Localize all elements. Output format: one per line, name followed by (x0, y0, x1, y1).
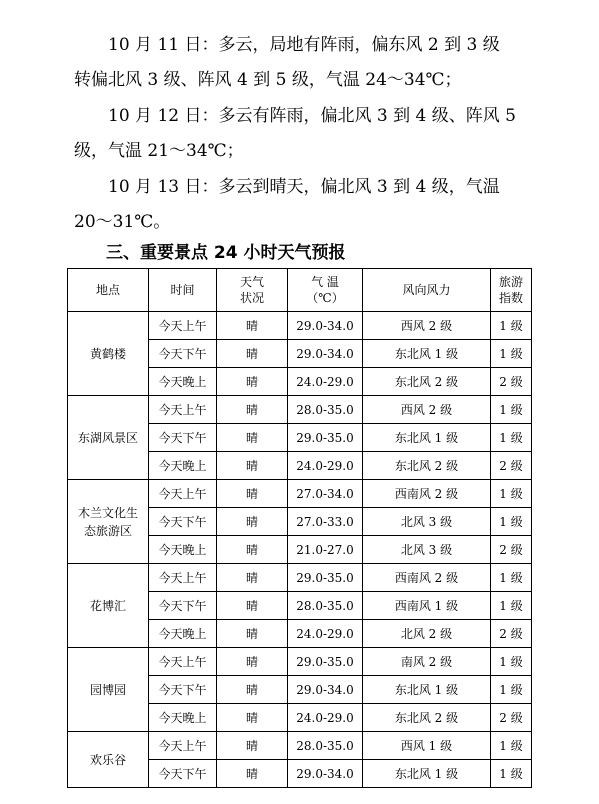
place-cell (68, 564, 149, 648)
weather-cell: 晴 (217, 508, 288, 536)
travel-index-cell: 2 级 (491, 620, 532, 648)
place-name: 黄鹤楼 (89, 346, 126, 361)
place-name: 东湖风景区 (77, 430, 138, 445)
travel-index-cell: 1 级 (491, 396, 532, 424)
time-cell: 今天晚上 (149, 704, 217, 732)
temperature-cell: 24.0-29.0 (288, 452, 363, 480)
travel-index-cell: 2 级 (491, 536, 532, 564)
wind-cell: 东北风 1 级 (363, 676, 491, 704)
header-wind: 风向风力 (363, 269, 491, 312)
weather-cell: 晴 (217, 312, 288, 340)
wind-cell: 西南风 2 级 (363, 480, 491, 508)
time-cell: 今天下午 (149, 676, 217, 704)
time-cell: 今天上午 (149, 312, 217, 340)
travel-index-cell: 2 级 (491, 368, 532, 396)
weather-cell: 晴 (217, 592, 288, 620)
temperature-cell: 24.0-29.0 (288, 704, 363, 732)
time-cell: 今天下午 (149, 424, 217, 452)
time-cell: 今天晚上 (149, 368, 217, 396)
wind-cell: 南风 2 级 (363, 648, 491, 676)
temperature-cell: 29.0-35.0 (288, 648, 363, 676)
wind-cell: 北风 3 级 (363, 536, 491, 564)
temperature-cell: 24.0-29.0 (288, 368, 363, 396)
weather-cell: 晴 (217, 536, 288, 564)
travel-index-cell: 1 级 (491, 592, 532, 620)
table-row (68, 312, 532, 340)
time-cell: 今天晚上 (149, 452, 217, 480)
temperature-cell: 29.0-34.0 (288, 676, 363, 704)
wind-cell: 东北风 2 级 (363, 368, 491, 396)
time-cell: 今天上午 (149, 648, 217, 676)
time-cell: 今天上午 (149, 564, 217, 592)
place-name: 木兰文化生 (77, 505, 138, 520)
forecast-line: 10 月 13 日：多云到晴天，偏北风 3 到 4 级，气温 (108, 177, 500, 197)
header-weather (217, 269, 288, 312)
temperature-cell: 28.0-35.0 (288, 396, 363, 424)
weather-cell: 晴 (217, 648, 288, 676)
travel-index-cell: 1 级 (491, 424, 532, 452)
wind-cell: 西南风 1 级 (363, 592, 491, 620)
travel-index-cell: 1 级 (491, 480, 532, 508)
header-index-line: 旅游 (498, 275, 523, 289)
temperature-cell: 29.0-34.0 (288, 340, 363, 368)
weather-cell: 晴 (217, 424, 288, 452)
temperature-cell: 27.0-34.0 (288, 480, 363, 508)
temperature-cell: 21.0-27.0 (288, 536, 363, 564)
time-cell: 今天上午 (149, 732, 217, 760)
time-cell: 今天下午 (149, 592, 217, 620)
weather-cell: 晴 (217, 340, 288, 368)
travel-index-cell: 1 级 (491, 564, 532, 592)
header-temperature (288, 269, 363, 312)
forecast-line: 级，气温 21～34℃； (74, 141, 244, 161)
forecast-line: 转偏北风 3 级、阵风 4 到 5 级，气温 24～34℃； (74, 70, 462, 90)
weather-cell: 晴 (217, 760, 288, 788)
weather-cell: 晴 (217, 620, 288, 648)
table-row (68, 732, 532, 760)
wind-cell: 东北风 1 级 (363, 340, 491, 368)
wind-cell: 西风 2 级 (363, 396, 491, 424)
time-cell: 今天下午 (149, 760, 217, 788)
header-time: 时间 (149, 269, 217, 312)
forecast-paragraph-oct-12 (74, 99, 527, 169)
place-name: 态旅游区 (83, 523, 132, 538)
time-cell: 今天下午 (149, 508, 217, 536)
forecast-paragraph-oct-11 (74, 28, 527, 98)
header-temperature-line: 气 温 (311, 275, 339, 289)
wind-cell: 东北风 1 级 (363, 424, 491, 452)
travel-index-cell: 1 级 (491, 340, 532, 368)
weather-cell: 晴 (217, 732, 288, 760)
travel-index-cell: 2 级 (491, 704, 532, 732)
table-row (68, 648, 532, 676)
header-weather-line: 天气 (239, 275, 264, 289)
weather-cell: 晴 (217, 396, 288, 424)
section-heading: 三、重要景点 24 小时天气预报 (106, 243, 346, 263)
travel-index-cell: 2 级 (491, 452, 532, 480)
wind-cell: 西风 2 级 (363, 312, 491, 340)
travel-index-cell: 1 级 (491, 760, 532, 788)
time-cell: 今天上午 (149, 480, 217, 508)
time-cell: 今天晚上 (149, 536, 217, 564)
temperature-cell: 28.0-35.0 (288, 732, 363, 760)
table-row (68, 480, 532, 508)
travel-index-cell: 1 级 (491, 676, 532, 704)
travel-index-cell: 1 级 (491, 648, 532, 676)
scenic-spot-forecast-table (67, 268, 532, 788)
travel-index-cell: 1 级 (491, 508, 532, 536)
weather-cell: 晴 (217, 564, 288, 592)
travel-index-cell: 1 级 (491, 312, 532, 340)
header-index-line: 指数 (498, 291, 523, 305)
temperature-cell: 29.0-34.0 (288, 312, 363, 340)
place-cell (68, 648, 149, 732)
table-header-row (68, 269, 532, 312)
temperature-cell: 27.0-33.0 (288, 508, 363, 536)
time-cell: 今天晚上 (149, 620, 217, 648)
forecast-line: 20～31℃。 (74, 212, 171, 232)
header-travel-index (491, 269, 532, 312)
wind-cell: 北风 3 级 (363, 508, 491, 536)
time-cell: 今天下午 (149, 340, 217, 368)
weather-cell: 晴 (217, 480, 288, 508)
wind-cell: 西南风 2 级 (363, 564, 491, 592)
forecast-line: 10 月 12 日：多云有阵雨，偏北风 3 到 4 级、阵风 5 (108, 106, 516, 126)
place-name: 欢乐谷 (89, 752, 126, 767)
table-row (68, 564, 532, 592)
temperature-cell: 24.0-29.0 (288, 620, 363, 648)
temperature-cell: 29.0-35.0 (288, 424, 363, 452)
temperature-cell: 28.0-35.0 (288, 592, 363, 620)
header-temperature-line: （℃） (306, 291, 344, 305)
weather-cell: 晴 (217, 368, 288, 396)
table-row (68, 396, 532, 424)
wind-cell: 东北风 1 级 (363, 760, 491, 788)
time-cell: 今天上午 (149, 396, 217, 424)
wind-cell: 东北风 2 级 (363, 704, 491, 732)
place-name: 园博园 (89, 682, 126, 697)
wind-cell: 东北风 2 级 (363, 452, 491, 480)
wind-cell: 西风 1 级 (363, 732, 491, 760)
weather-cell: 晴 (217, 704, 288, 732)
place-cell (68, 312, 149, 396)
temperature-cell: 29.0-34.0 (288, 760, 363, 788)
forecast-line: 10 月 11 日：多云，局地有阵雨，偏东风 2 到 3 级 (108, 35, 500, 55)
forecast-paragraph-oct-13 (74, 170, 527, 240)
wind-cell: 北风 2 级 (363, 620, 491, 648)
travel-index-cell: 1 级 (491, 732, 532, 760)
table-body (68, 312, 532, 788)
weather-cell: 晴 (217, 676, 288, 704)
header-weather-line: 状况 (239, 291, 264, 305)
place-name: 花博汇 (89, 598, 126, 613)
place-cell (68, 480, 149, 564)
place-cell (68, 732, 149, 788)
place-cell (68, 396, 149, 480)
weather-cell: 晴 (217, 452, 288, 480)
header-place: 地点 (68, 269, 149, 312)
temperature-cell: 29.0-35.0 (288, 564, 363, 592)
